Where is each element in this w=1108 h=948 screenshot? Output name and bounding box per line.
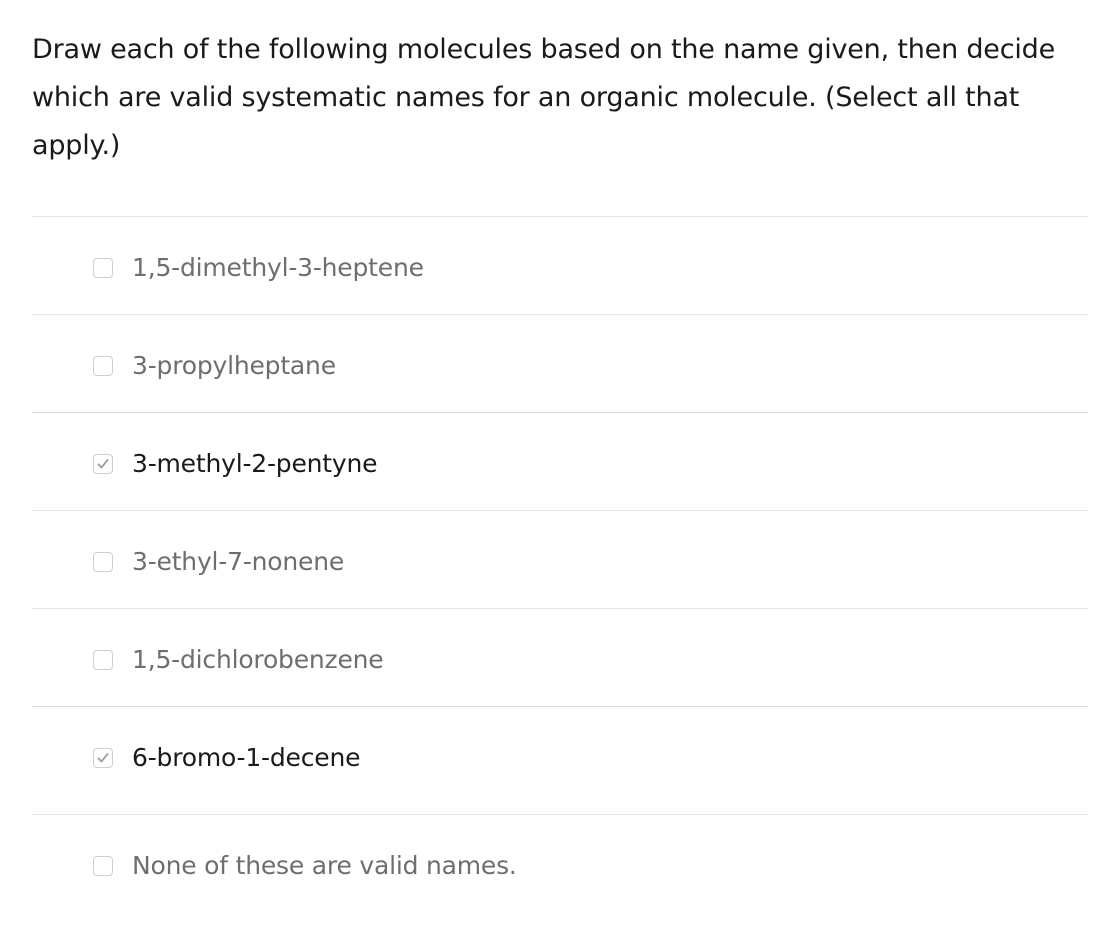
option-6[interactable] <box>32 707 1088 815</box>
option-label[interactable]: 1,5-dichlorobenzene <box>132 645 384 674</box>
option-label[interactable]: None of these are valid names. <box>132 851 517 880</box>
option-checkbox[interactable] <box>93 856 113 876</box>
option-7[interactable] <box>32 815 1088 912</box>
option-checkbox[interactable] <box>93 748 113 768</box>
option-checkbox[interactable] <box>93 356 113 376</box>
option-3[interactable] <box>32 413 1088 511</box>
option-checkbox[interactable] <box>93 552 113 572</box>
option-label[interactable]: 3-methyl-2-pentyne <box>132 449 378 478</box>
option-label[interactable]: 6-bromo-1-decene <box>132 743 361 772</box>
option-label[interactable]: 3-ethyl-7-nonene <box>132 547 345 576</box>
option-2[interactable] <box>32 315 1088 413</box>
answer-options <box>32 216 1088 912</box>
option-label[interactable]: 1,5-dimethyl-3-heptene <box>132 253 424 282</box>
checkmark-icon <box>96 751 110 765</box>
option-5[interactable] <box>32 609 1088 707</box>
checkmark-icon <box>96 457 110 471</box>
option-checkbox[interactable] <box>93 258 113 278</box>
option-checkbox[interactable] <box>93 454 113 474</box>
option-checkbox[interactable] <box>93 650 113 670</box>
question-prompt: Draw each of the following molecules based on the name given, then decide which are valid systematic names for an organic molecule. (Select all that apply.) <box>32 34 1056 161</box>
option-4[interactable] <box>32 511 1088 609</box>
option-1[interactable] <box>32 217 1088 315</box>
option-label[interactable]: 3-propylheptane <box>132 351 336 380</box>
